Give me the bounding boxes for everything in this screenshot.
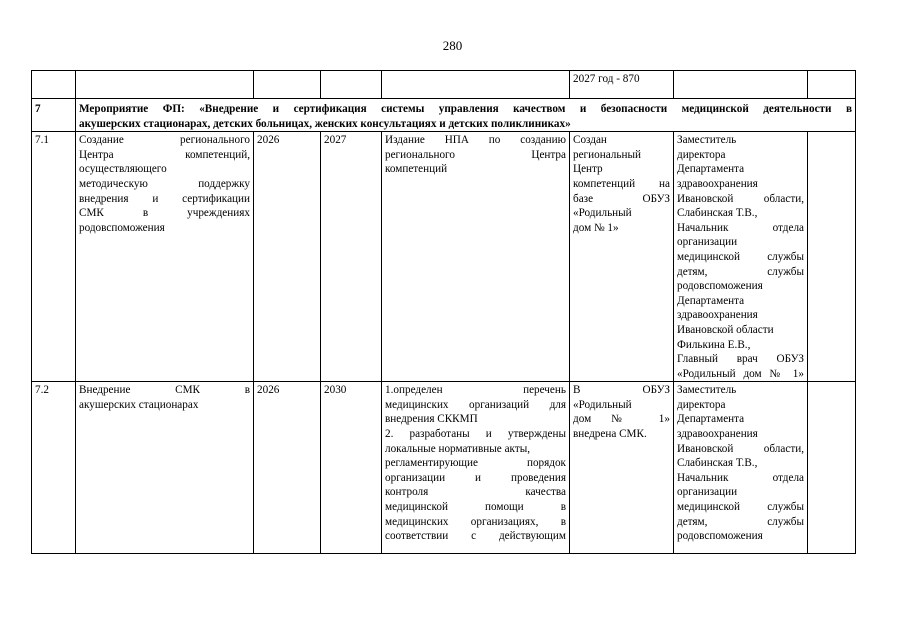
row-action <box>382 132 570 382</box>
text-line: СМК в учреждениях <box>79 207 250 220</box>
cell-empty <box>321 71 382 99</box>
text-line: контроля качества <box>385 486 566 499</box>
text-line: Издание НПА по созданию <box>385 134 566 147</box>
text-line: соответствии с действующим <box>385 530 566 543</box>
text-line: региональный <box>573 148 641 161</box>
text-line: здравоохранения <box>677 177 758 190</box>
text-line: Создание регионального <box>79 134 250 147</box>
text-line: базе ОБУЗ <box>573 192 670 205</box>
text-line: В ОБУЗ <box>573 384 670 397</box>
section-title <box>76 99 856 132</box>
text-line: внедрена СМК. <box>573 428 647 441</box>
row-result <box>570 132 674 382</box>
text-line: регламентирующие порядок <box>385 457 566 470</box>
text-line: медицинской помощи в <box>385 501 566 514</box>
table-row <box>32 382 856 554</box>
text-line: медицинских организаций для <box>385 398 566 411</box>
action-text <box>385 383 566 553</box>
cell-empty <box>808 382 856 554</box>
text-line: детям, службы <box>677 265 804 278</box>
section-title-line: акушерских стационарах, детских больницах, женских консультациях и детских поликлиниках» <box>79 117 571 130</box>
text-line: Создан <box>573 134 607 147</box>
text-line: родовспоможения <box>79 221 165 234</box>
text-line: осуществляющего <box>79 163 167 176</box>
text-line: Департамента <box>677 163 745 176</box>
text-line: Главный врач ОБУЗ <box>677 353 804 366</box>
text-line: Заместитель <box>677 384 737 397</box>
text-line: Центр <box>573 163 603 176</box>
text-line: здравоохранения <box>677 309 758 322</box>
text-line: 2. разработаны и утверждены <box>385 428 566 441</box>
text-line: регионального Центра <box>385 148 566 161</box>
row-start-year: 2026 <box>254 382 321 554</box>
cell-empty <box>76 71 254 99</box>
cell-empty <box>808 71 856 99</box>
text-line: «Родильный <box>573 207 632 220</box>
cell-empty <box>674 71 808 99</box>
text-line: компетенций на <box>573 177 670 190</box>
text-line: родовспоможения <box>677 280 763 293</box>
text-line: Центра компетенций, <box>79 148 250 161</box>
continuation-row <box>32 71 856 99</box>
text-line: Ивановской области, <box>677 192 804 205</box>
text-line: Филькина Е.В., <box>677 338 751 351</box>
row-responsible <box>674 132 808 382</box>
text-line: акушерских стационарах <box>79 398 199 411</box>
table-row <box>32 132 856 382</box>
text-line: компетенций <box>385 163 448 176</box>
row-start-year: 2026 <box>254 132 321 382</box>
text-line: организации <box>677 486 738 499</box>
text-line: медицинской службы <box>677 250 804 263</box>
text-line: Ивановской области, <box>677 442 804 455</box>
text-line: Департамента <box>677 413 745 426</box>
section-title-line: Мероприятие ФП: «Внедрение и сертификация системы управления качеством и безопасности медицинской деятельности в <box>79 103 852 115</box>
row-name <box>76 382 254 554</box>
section-row <box>32 99 856 132</box>
cell-result-continuation: 2027 год - 870 <box>570 71 674 99</box>
text-line: дом № 1» <box>573 413 670 426</box>
text-line: директора <box>677 148 726 161</box>
text-line: Слабинская Т.В., <box>677 207 758 220</box>
row-number: 7.2 <box>32 382 76 554</box>
text-line: дом № 1» <box>573 221 619 234</box>
text-line: директора <box>677 398 726 411</box>
text-line: Департамента <box>677 294 745 307</box>
text-line: «Родильный <box>573 398 632 411</box>
text-line: медицинской службы <box>677 501 804 514</box>
text-line: внедрения и сертификации <box>79 192 250 205</box>
text-line: детям, службы <box>677 515 804 528</box>
text-line: Начальник отдела <box>677 471 804 484</box>
text-line: медицинских организациях, в <box>385 515 566 528</box>
text-line: Слабинская Т.В., <box>677 457 758 470</box>
section-number: 7 <box>32 99 76 132</box>
plan-table <box>31 70 856 554</box>
text-line: Ивановской области <box>677 323 774 336</box>
text-line: локальные нормативные акты, <box>385 442 531 455</box>
row-action <box>382 382 570 554</box>
row-end-year: 2030 <box>321 382 382 554</box>
row-end-year: 2027 <box>321 132 382 382</box>
text-line: «Родильный дом № 1» <box>677 367 804 380</box>
cell-empty <box>382 71 570 99</box>
cell-empty <box>254 71 321 99</box>
row-name <box>76 132 254 382</box>
text-line: здравоохранения <box>677 428 758 441</box>
cell-empty <box>32 71 76 99</box>
text-line: организации <box>677 236 738 249</box>
cell-empty <box>808 132 856 382</box>
text-line: Начальник отдела <box>677 221 804 234</box>
page-number: 280 <box>442 38 463 53</box>
row-result <box>570 382 674 554</box>
text-line: внедрения СККМП <box>385 413 478 426</box>
text-line: методическую поддержку <box>79 177 250 190</box>
text-line: 1.определен перечень <box>385 384 566 397</box>
text-line: организации и проведения <box>385 471 566 484</box>
text-line: Внедрение СМК в <box>79 384 250 397</box>
text-line: родовспоможения <box>677 530 763 543</box>
text-line: Заместитель <box>677 134 737 147</box>
row-responsible <box>674 382 808 554</box>
row-number: 7.1 <box>32 132 76 382</box>
